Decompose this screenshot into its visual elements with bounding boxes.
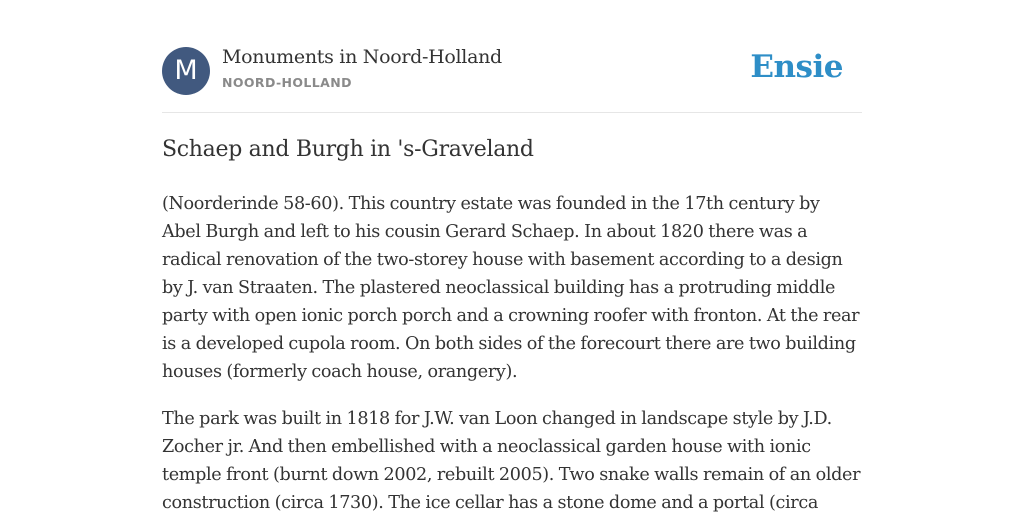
content-container bbox=[162, 0, 862, 512]
site-title[interactable]: Monuments in Noord-Holland bbox=[222, 46, 502, 68]
article-body bbox=[162, 190, 862, 512]
article-title: Schaep and Burgh in 's-Graveland bbox=[162, 137, 534, 162]
article-paragraph: The park was built in 1818 for J.W. van Loon changed in landscape style by J.D. Zocher jr. And then embellished with a neoclassical garden house with ionic temple front (burnt down 2002, rebuilt 2005). Two snake walls remain of an older construction (circa 1730). The ice cellar has a stone dome and a portal (circa bbox=[162, 409, 861, 512]
brand-logo[interactable]: Ensie bbox=[750, 49, 843, 85]
article-paragraph: (Noorderinde 58-60). This country estate was founded in the 17th century by Abel Burgh and left to his cousin Gerard Schaep. In about 1820 there was a radical renovation of the two-storey house with basement according to a design by J. van Straaten. The plastered neoclassical building has a protruding middle party with open ionic porch porch and a crowning roofer with fronton. At the rear is a developed cupola room. On both sides of the forecourt there are two building houses (formerly coach house, orangery). bbox=[162, 194, 860, 382]
site-subtitle[interactable]: NOORD-HOLLAND bbox=[222, 75, 352, 90]
site-header bbox=[162, 0, 862, 113]
avatar[interactable]: M bbox=[162, 47, 210, 95]
